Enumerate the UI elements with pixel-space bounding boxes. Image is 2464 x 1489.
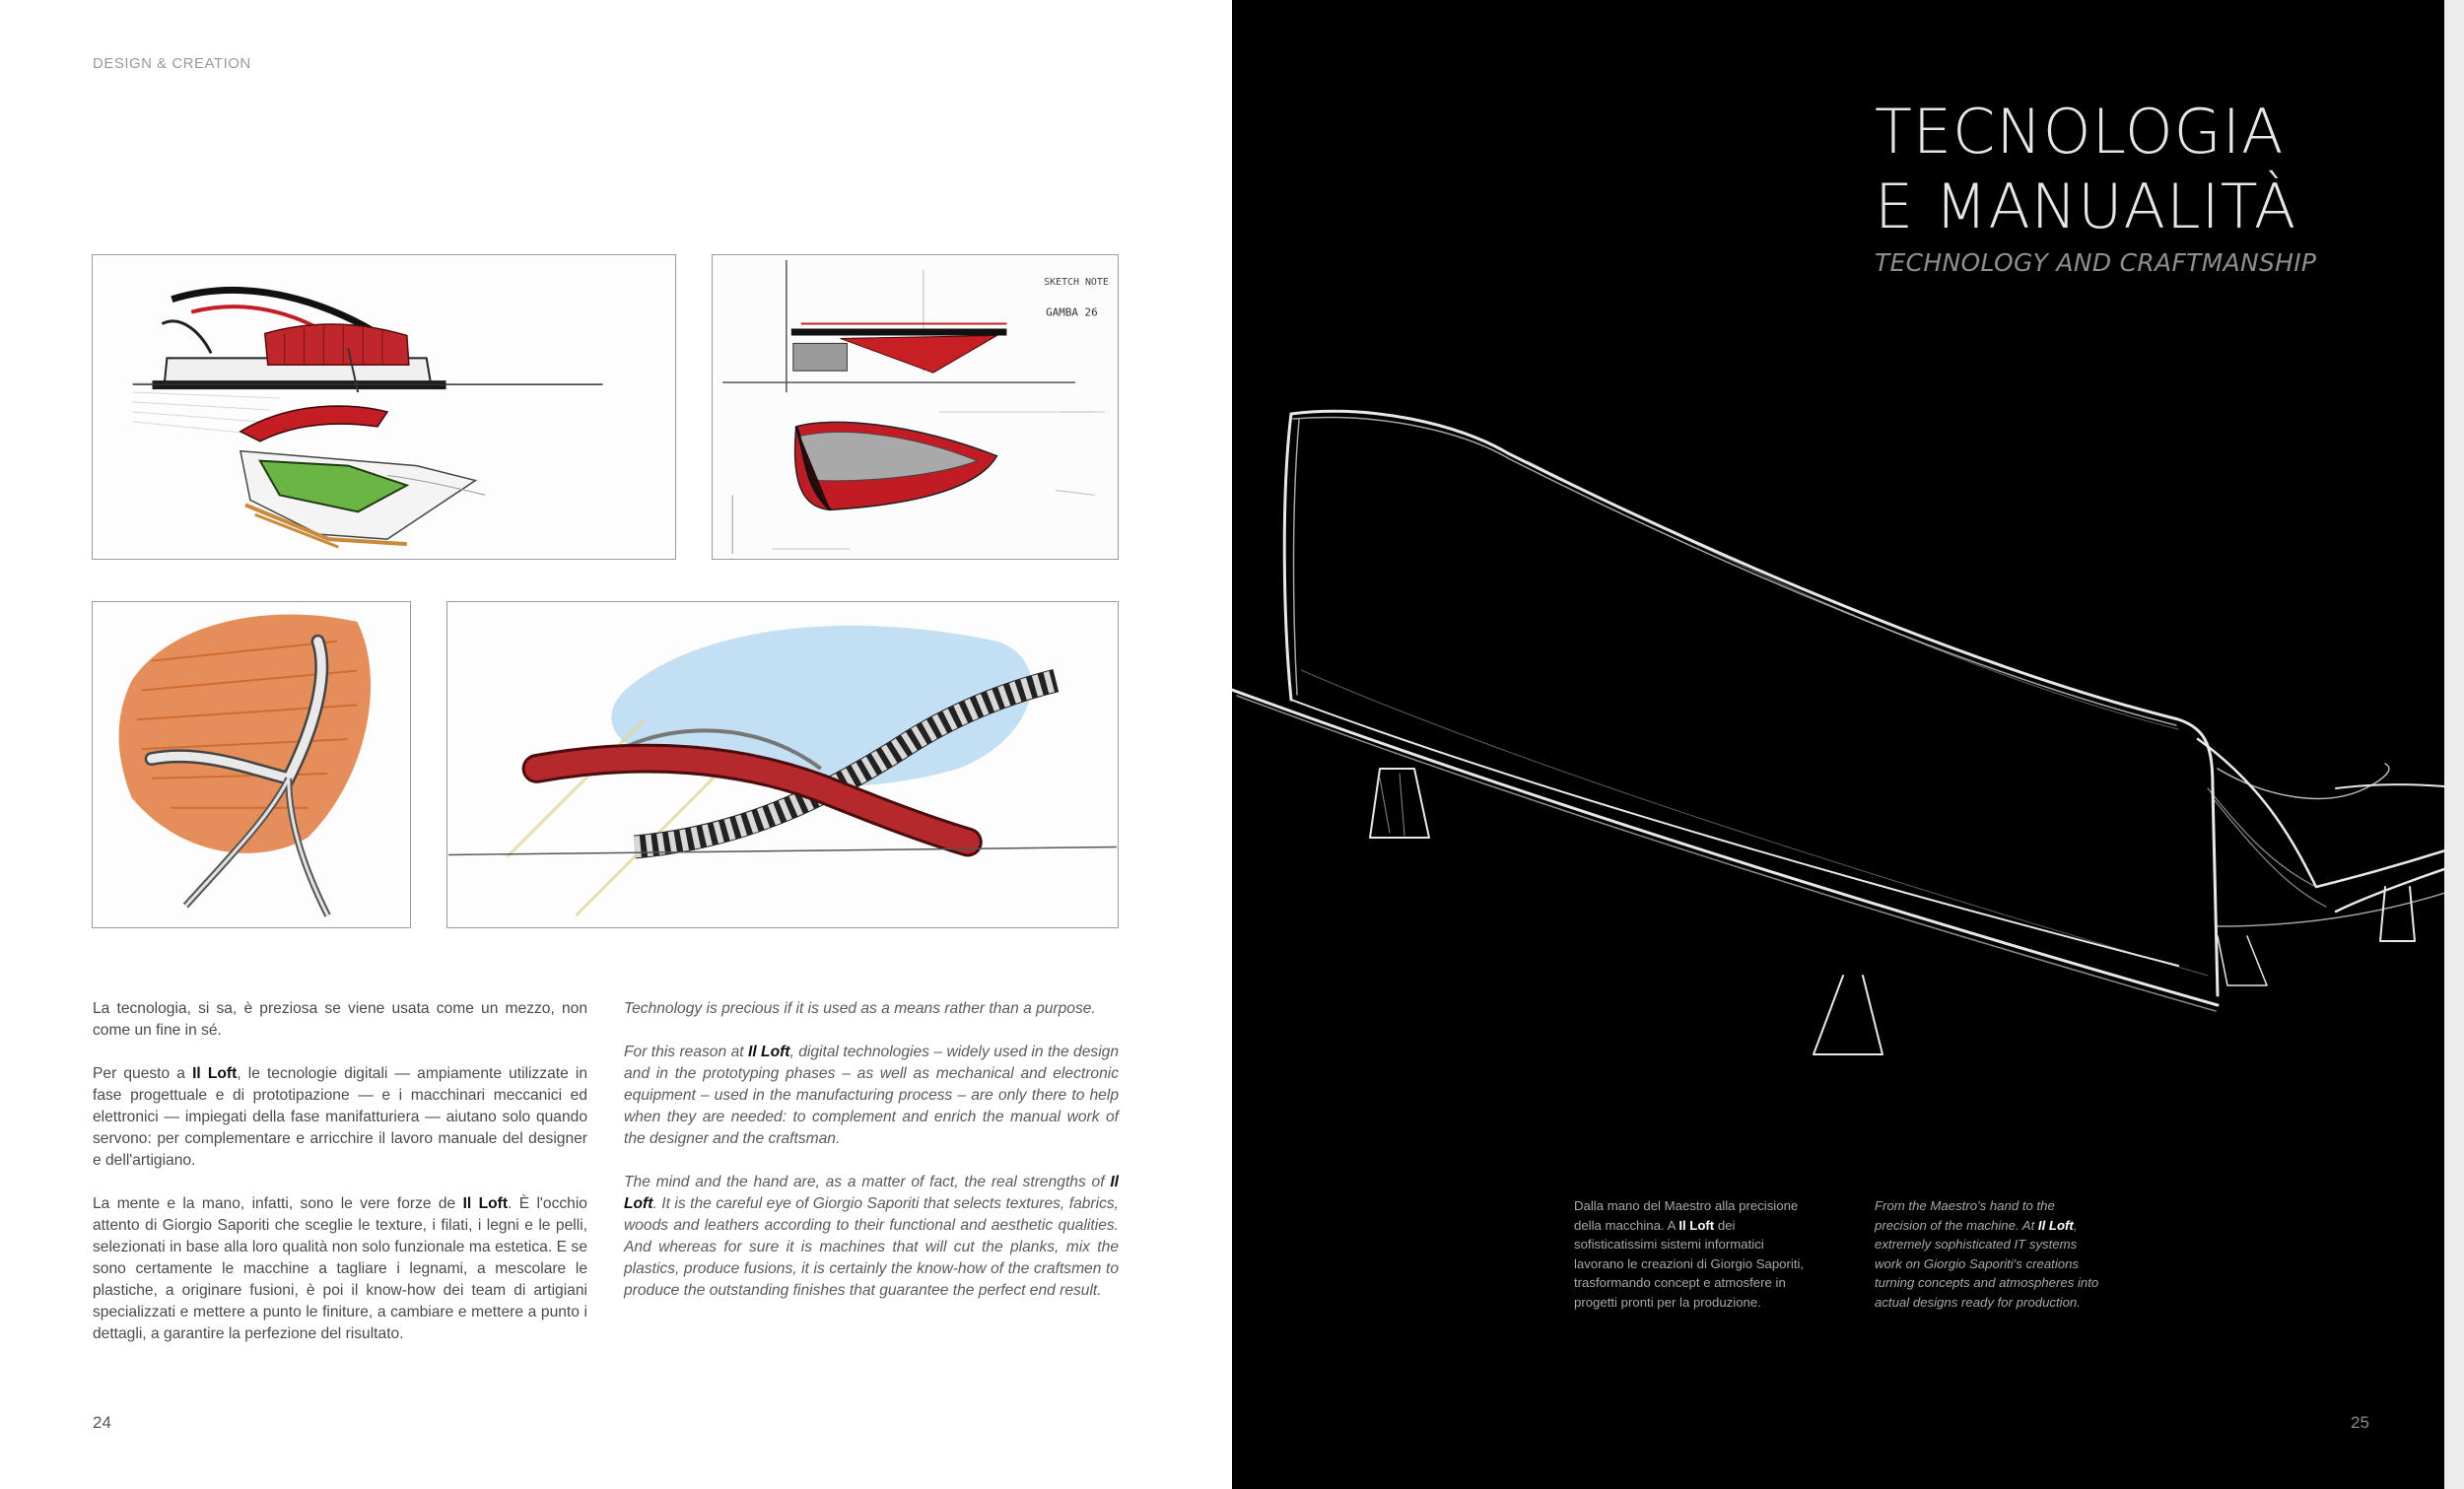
caption-italian-text-a: Dalla mano del Maestro alla precisione della macchina. A bbox=[1574, 1198, 1799, 1233]
sketch-note-1: SKETCH NOTE bbox=[1044, 276, 1109, 288]
english-p2-text-b: , digital technologies – widely used in the design and in the prototyping phases – as well as mechanical and electronic equipment – used in the manufacturing process – are only there to help when they are needed: to complement and enrich the manual work of the designer and the craftsman. bbox=[624, 1044, 1119, 1147]
page-subtitle: TECHNOLOGY AND CRAFTMANSHIP bbox=[1875, 248, 2317, 277]
ribbon-sketch-drawing bbox=[447, 602, 1118, 927]
english-p1-text: Technology is precious if it is used as a means rather than a purpose. bbox=[624, 1000, 1096, 1017]
brand-name: Il Loft bbox=[1678, 1217, 1715, 1233]
brand-name: Il Loft bbox=[747, 1044, 790, 1060]
english-paragraph-2 bbox=[624, 1042, 1119, 1150]
brand-name: Il Loft bbox=[2037, 1217, 2074, 1233]
italian-p3-text-a: La mente e la mano, infatti, sono le vere forze de bbox=[93, 1195, 463, 1212]
english-p3-text-b: . It is the careful eye of Giorgio Saporiti that selects textures, fabrics, woods and leathers according to their functional and aesthetic qualities. And whereas for sure it is machines that will cut the planks, mix the plastics, produce fusions, it is certainly the know-how of the craftsmen to produce the outstanding finishes that guarantee the perfect end result. bbox=[624, 1195, 1119, 1299]
english-text-column bbox=[624, 998, 1119, 1323]
italian-paragraph-2 bbox=[93, 1063, 587, 1172]
page-edge bbox=[2444, 0, 2464, 1489]
english-p3-text-a: The mind and the hand are, as a matter of fact, the real strengths of bbox=[624, 1174, 1111, 1190]
technical-sketch-drawing bbox=[713, 255, 1118, 559]
caption-italian bbox=[1574, 1196, 1806, 1312]
caption-english-text-b: , extremely sophisticated IT systems work on Giorgio Saporiti's creations turning concepts and atmospheres into actual designs ready for production. bbox=[1875, 1217, 2099, 1310]
brand-name: Il Loft bbox=[192, 1065, 238, 1082]
italian-p3-text-b: . È l'occhio attento di Giorgio Saporiti che sceglie le texture, i filati, i legni e le pelli, selezionati in base alla loro qualità non solo funzionale ma estetica. E se sono certamente le macchine a tagliare i legnami, a mescolare le plastiche, a originare fusioni, è poi il know-how dei team di artigiani specializzati e mettere a punto le finiture, a cambiare e mettere a punto i dettagli, a garantire la perfezione del risultato. bbox=[93, 1195, 587, 1342]
page-number-left: 24 bbox=[93, 1413, 111, 1432]
brand-name: Il Loft bbox=[462, 1195, 509, 1212]
english-p2-text-a: For this reason at bbox=[624, 1044, 748, 1060]
title-line-2: E MANUALITÀ bbox=[1875, 170, 2297, 242]
caption-english bbox=[1875, 1196, 2106, 1312]
caption-italian-text-b: dei sofisticatissimi sistemi informatici lavorano le creazioni di Giorgio Saporiti, trasformando concept e atmosfere in progetti pronti per la produzione. bbox=[1574, 1217, 1805, 1310]
title-line-1: TECNOLOGIA bbox=[1875, 96, 2285, 168]
sofa-sketch-image bbox=[92, 254, 676, 560]
bench-sketch-illustration bbox=[1232, 374, 2444, 1084]
ribbon-sketch-image bbox=[446, 601, 1119, 928]
technical-sketch-image bbox=[712, 254, 1119, 560]
chair-sketch-drawing bbox=[93, 602, 410, 927]
italian-paragraph-3 bbox=[93, 1193, 587, 1345]
chair-sketch-image bbox=[92, 601, 411, 928]
italian-paragraph-1 bbox=[93, 998, 587, 1042]
english-paragraph-1 bbox=[624, 998, 1119, 1020]
section-label: DESIGN & CREATION bbox=[93, 55, 251, 72]
italian-p2-text-a: Per questo a bbox=[93, 1065, 193, 1082]
caption-english-text-a: From the Maestro's hand to the precision of the machine. At bbox=[1875, 1198, 2055, 1233]
sketch-note-2: GAMBA 26 bbox=[1046, 305, 1098, 319]
brand-name: Il Loft bbox=[624, 1174, 1119, 1212]
page-number-right: 25 bbox=[2351, 1413, 2369, 1432]
italian-text-column bbox=[93, 998, 587, 1367]
english-paragraph-3 bbox=[624, 1172, 1119, 1302]
sofa-sketch-drawing bbox=[93, 255, 675, 559]
page-title bbox=[1875, 95, 2296, 244]
italian-p1-text: La tecnologia, si sa, è preziosa se viene usata come un mezzo, non come un fine in sé. bbox=[93, 1000, 587, 1039]
italian-p2-text-b: , le tecnologie digitali — ampiamente utilizzate in fase progettuale e di prototipazione — e i macchinari meccanici ed elettronici — impiegati della fase manifatturiera — aiutano solo quando servono: per complementare e arricchire il lavoro manuale del designer e dell'artigiano. bbox=[93, 1065, 588, 1169]
